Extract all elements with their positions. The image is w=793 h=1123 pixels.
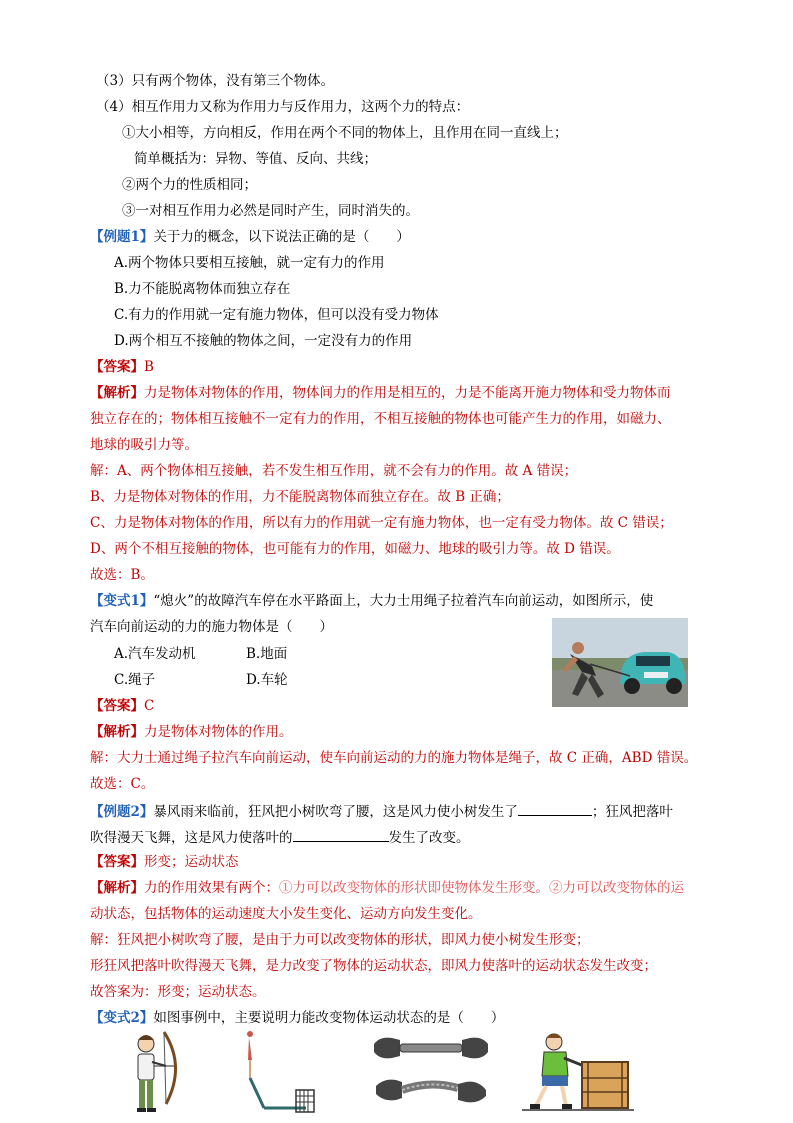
- analysis-text: 力是物体对物体的作用。: [144, 724, 293, 740]
- example-1-solution-3: C、力是物体对物体的作用，所以有力的作用就一定有施力物体，也一定有受力物体。故 C 错误；: [90, 515, 673, 531]
- analysis-tag: 【解析】: [90, 385, 144, 401]
- example-2-tag: 【例题2】: [90, 804, 154, 820]
- example-2-solution-3: 故答案为：形变；运动状态。: [90, 984, 266, 1000]
- example-1-question: [90, 228, 410, 246]
- example-1-solution-1: 解：A、两个物体相互接触，若不发生相互作用，就不会有力的作用。故 A 错误；: [90, 463, 578, 479]
- variant-1-question-2: 汽车向前运动的力的施力物体是（ ）: [90, 619, 333, 635]
- variant-2-stem: 如图事例中，主要说明力能改变物体运动状态的是（ ）: [153, 1010, 505, 1026]
- answer-tag: 【答案】: [90, 359, 144, 375]
- answer-blank-2[interactable]: [293, 827, 389, 842]
- archer-figure: [124, 1030, 186, 1114]
- variant-1-solution-1: 解：大力士通过绳子拉汽车向前运动，使车向前运动的力的施力物体是绳子，故 C 正确，ABD 错误。: [90, 750, 698, 766]
- example-2-stem-2: 吹得漫天飞舞，这是风力使落叶的: [90, 830, 293, 846]
- answer-tag: 【答案】: [90, 698, 144, 714]
- strongman-car-photo: [552, 618, 688, 707]
- variant-2-question: [90, 1009, 504, 1027]
- variant-1-option-c: C.绳子: [114, 672, 156, 688]
- variant-1-question-1: [90, 592, 653, 610]
- intro-line-3: （3）只有两个物体，没有第三个物体。: [96, 73, 335, 89]
- example-1-option-c: C.有力的作用就一定有施力物体，但可以没有受力物体: [114, 307, 439, 323]
- analysis-tag: 【解析】: [90, 880, 144, 896]
- analysis-text: 力是物体对物体的作用，物体间力的作用是相互的，力是不能离开施力物体和受力物体而: [144, 385, 671, 401]
- example-1-analysis-2: 独立存在的；物体相互接触不一定有力的作用，不相互接触的物体也可能产生力的作用，如磁力、: [90, 411, 671, 427]
- example-1-stem: 关于力的概念，以下说法正确的是（ ）: [153, 229, 410, 245]
- variant-1-solution-2: 故选：C。: [90, 776, 155, 792]
- intro-summary: 简单概括为：异物、等值、反向、共线；: [134, 151, 377, 167]
- example-1-solution-4: D、两个不相互接触的物体，也可能有力的作用，如磁力、地球的吸引力等。故 D 错误。: [90, 541, 620, 557]
- answer-blank-1[interactable]: [518, 801, 592, 816]
- variant-1-answer: [90, 697, 154, 715]
- variant-1-tag: 【变式1】: [90, 593, 154, 609]
- example-1-analysis-1: [90, 384, 671, 402]
- example-2-stem-2-cont: 发生了改变。: [388, 830, 470, 846]
- example-2-solution-1: 解：狂风把小树吹弯了腰，是由于力可以改变物体的形状，即风力使小树发生形变；: [90, 932, 590, 948]
- example-2-stem: 暴风雨来临前，狂风把小树吹弯了腰，这是风力使小树发生了: [153, 804, 518, 820]
- spring-stretch-figure: [370, 1030, 492, 1114]
- example-1-solution-2: B、力是物体对物体的作用，力不能脱离物体而独立存在。故 B 正确；: [90, 489, 510, 505]
- answer-value: C: [144, 698, 155, 714]
- example-2-question-1: [90, 801, 673, 821]
- example-1-answer: [90, 358, 154, 376]
- diver-figure: [240, 1030, 320, 1114]
- intro-feature-2: ②两个力的性质相同；: [122, 177, 257, 193]
- example-1-option-b: B.力不能脱离物体而独立存在: [114, 281, 291, 297]
- example-2-stem-cont: ；狂风把落叶: [591, 804, 673, 820]
- example-2-analysis-2: 动状态，包括物体的运动速度大小发生变化、运动方向发生变化。: [90, 906, 482, 922]
- analysis-text: 力的作用效果有两个：: [144, 880, 279, 896]
- push-box-figure: [522, 1030, 634, 1114]
- example-1-option-a: A.两个物体只要相互接触，就一定有力的作用: [114, 255, 385, 271]
- example-2-analysis-1: [90, 879, 684, 897]
- variant-1-stem: “熄火”的故障汽车停在水平路面上，大力士用绳子拉着汽车向前运动，如图所示，使: [153, 593, 654, 609]
- intro-line-4: （4）相互作用力又称为作用力与反作用力，这两个力的特点：: [96, 99, 470, 115]
- intro-feature-3: ③一对相互作用力必然是同时产生，同时消失的。: [122, 203, 419, 219]
- example-1-solution-5: 故选：B。: [90, 567, 154, 583]
- variant-2-tag: 【变式2】: [90, 1010, 154, 1026]
- example-2-solution-2: 形狂风把落叶吹得漫天飞舞，是力改变了物体的运动状态，即风力使落叶的运动状态发生改变；: [90, 958, 657, 974]
- example-1-analysis-3: 地球的吸引力等。: [90, 437, 198, 453]
- analysis-highlight: ①力可以改变物体的形状即使物体发生形变。②力可以改变物体的运: [279, 880, 684, 896]
- variant-1-option-a: A.汽车发动机: [114, 646, 196, 662]
- example-1-option-d: D.两个相互不接触的物体之间，一定没有力的作用: [114, 333, 413, 349]
- variant-1-option-b: B.地面: [246, 646, 288, 662]
- example-2-answer: [90, 853, 239, 871]
- answer-tag: 【答案】: [90, 854, 144, 870]
- variant-1-analysis: [90, 723, 293, 741]
- analysis-tag: 【解析】: [90, 724, 144, 740]
- answer-value: 形变；运动状态: [144, 854, 239, 870]
- variant-1-option-d: D.车轮: [246, 672, 288, 688]
- intro-feature-1: ①大小相等，方向相反，作用在两个不同的物体上，且作用在同一直线上；: [122, 125, 568, 141]
- example-1-tag: 【例题1】: [90, 229, 154, 245]
- example-2-question-2: [90, 827, 470, 847]
- answer-value: B: [144, 359, 154, 375]
